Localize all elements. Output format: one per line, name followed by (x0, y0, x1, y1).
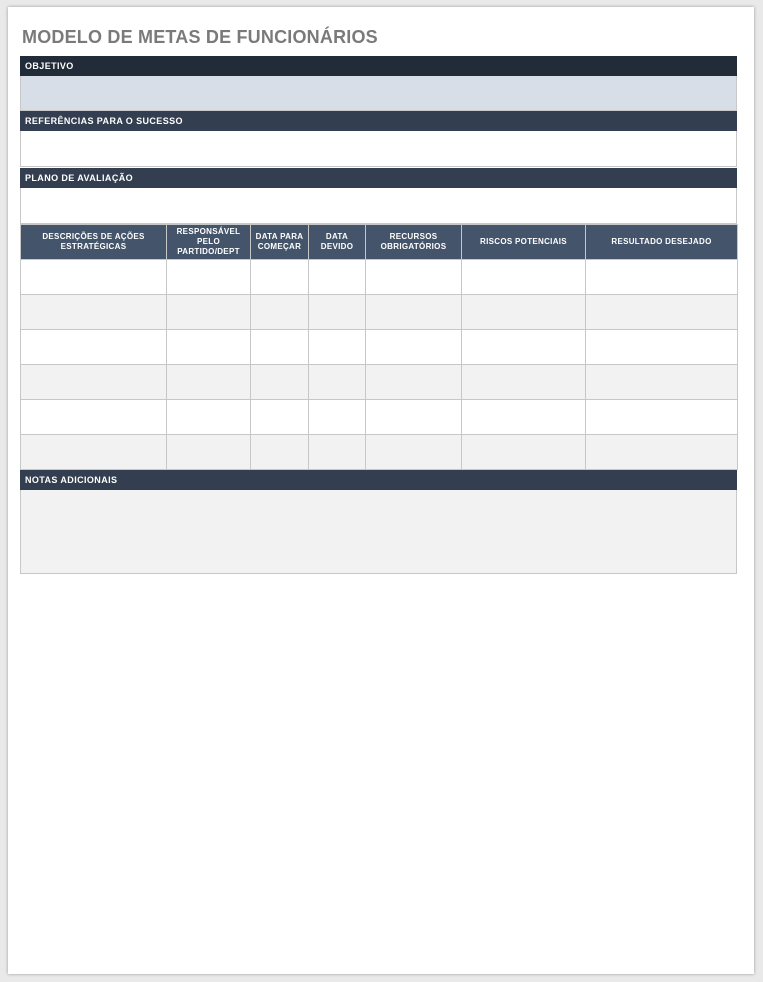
success-refs-field[interactable] (20, 131, 737, 167)
table-cell[interactable] (366, 295, 462, 330)
table-cell[interactable] (586, 295, 738, 330)
table-header-row (21, 225, 738, 260)
column-header: RECURSOS OBRIGATÓRIOS (366, 225, 462, 260)
table-cell[interactable] (366, 260, 462, 295)
table-cell[interactable] (366, 330, 462, 365)
table-cell[interactable] (167, 365, 251, 400)
document-page (8, 7, 754, 974)
table-cell[interactable] (251, 400, 309, 435)
table-cell[interactable] (167, 330, 251, 365)
objective-field[interactable] (20, 76, 737, 111)
table-cell[interactable] (251, 330, 309, 365)
table-cell[interactable] (462, 295, 586, 330)
table-row (21, 295, 738, 330)
table-cell[interactable] (366, 365, 462, 400)
table-cell[interactable] (462, 330, 586, 365)
table-cell[interactable] (366, 400, 462, 435)
table-cell[interactable] (309, 295, 366, 330)
evaluation-plan-field[interactable] (20, 188, 737, 224)
table-cell[interactable] (251, 260, 309, 295)
table-cell[interactable] (366, 435, 462, 470)
table-cell[interactable] (309, 365, 366, 400)
table-row (21, 400, 738, 435)
column-header: RESULTADO DESEJADO (586, 225, 738, 260)
table-cell[interactable] (586, 330, 738, 365)
evaluation-plan-section (20, 168, 737, 224)
table-cell[interactable] (21, 260, 167, 295)
column-header: RISCOS POTENCIAIS (462, 225, 586, 260)
table-cell[interactable] (21, 400, 167, 435)
additional-notes-section (20, 470, 737, 574)
table-cell[interactable] (586, 260, 738, 295)
additional-notes-field[interactable] (20, 490, 737, 574)
objective-header: OBJETIVO (20, 56, 737, 76)
table-cell[interactable] (309, 260, 366, 295)
table-cell[interactable] (462, 260, 586, 295)
table-cell[interactable] (462, 435, 586, 470)
success-refs-section (20, 111, 737, 167)
table-row (21, 330, 738, 365)
table-cell[interactable] (21, 435, 167, 470)
table-cell[interactable] (21, 295, 167, 330)
table-cell[interactable] (21, 365, 167, 400)
table-cell[interactable] (309, 400, 366, 435)
page-title: MODELO DE METAS DE FUNCIONÁRIOS (22, 27, 378, 47)
column-header: DESCRIÇÕES DE AÇÕES ESTRATÉGICAS (21, 225, 167, 260)
table-cell[interactable] (251, 435, 309, 470)
table-cell[interactable] (21, 330, 167, 365)
evaluation-plan-header: PLANO DE AVALIAÇÃO (20, 168, 737, 188)
success-refs-header: REFERÊNCIAS PARA O SUCESSO (20, 111, 737, 131)
column-header: RESPONSÁVEL PELO PARTIDO/DEPT (167, 225, 251, 260)
column-header: DATA PARA COMEÇAR (251, 225, 309, 260)
table-cell[interactable] (251, 365, 309, 400)
table-cell[interactable] (167, 435, 251, 470)
table-cell[interactable] (167, 400, 251, 435)
actions-table (20, 224, 738, 470)
table-row (21, 365, 738, 400)
table-cell[interactable] (167, 295, 251, 330)
table-cell[interactable] (251, 295, 309, 330)
table-cell[interactable] (586, 435, 738, 470)
table-cell[interactable] (462, 400, 586, 435)
table-row (21, 435, 738, 470)
table-cell[interactable] (462, 365, 586, 400)
table-row (21, 260, 738, 295)
objective-section (20, 56, 737, 111)
table-cell[interactable] (167, 260, 251, 295)
table-cell[interactable] (309, 435, 366, 470)
table-cell[interactable] (586, 365, 738, 400)
additional-notes-header: NOTAS ADICIONAIS (20, 470, 737, 490)
column-header: DATA DEVIDO (309, 225, 366, 260)
table-cell[interactable] (586, 400, 738, 435)
table-cell[interactable] (309, 330, 366, 365)
